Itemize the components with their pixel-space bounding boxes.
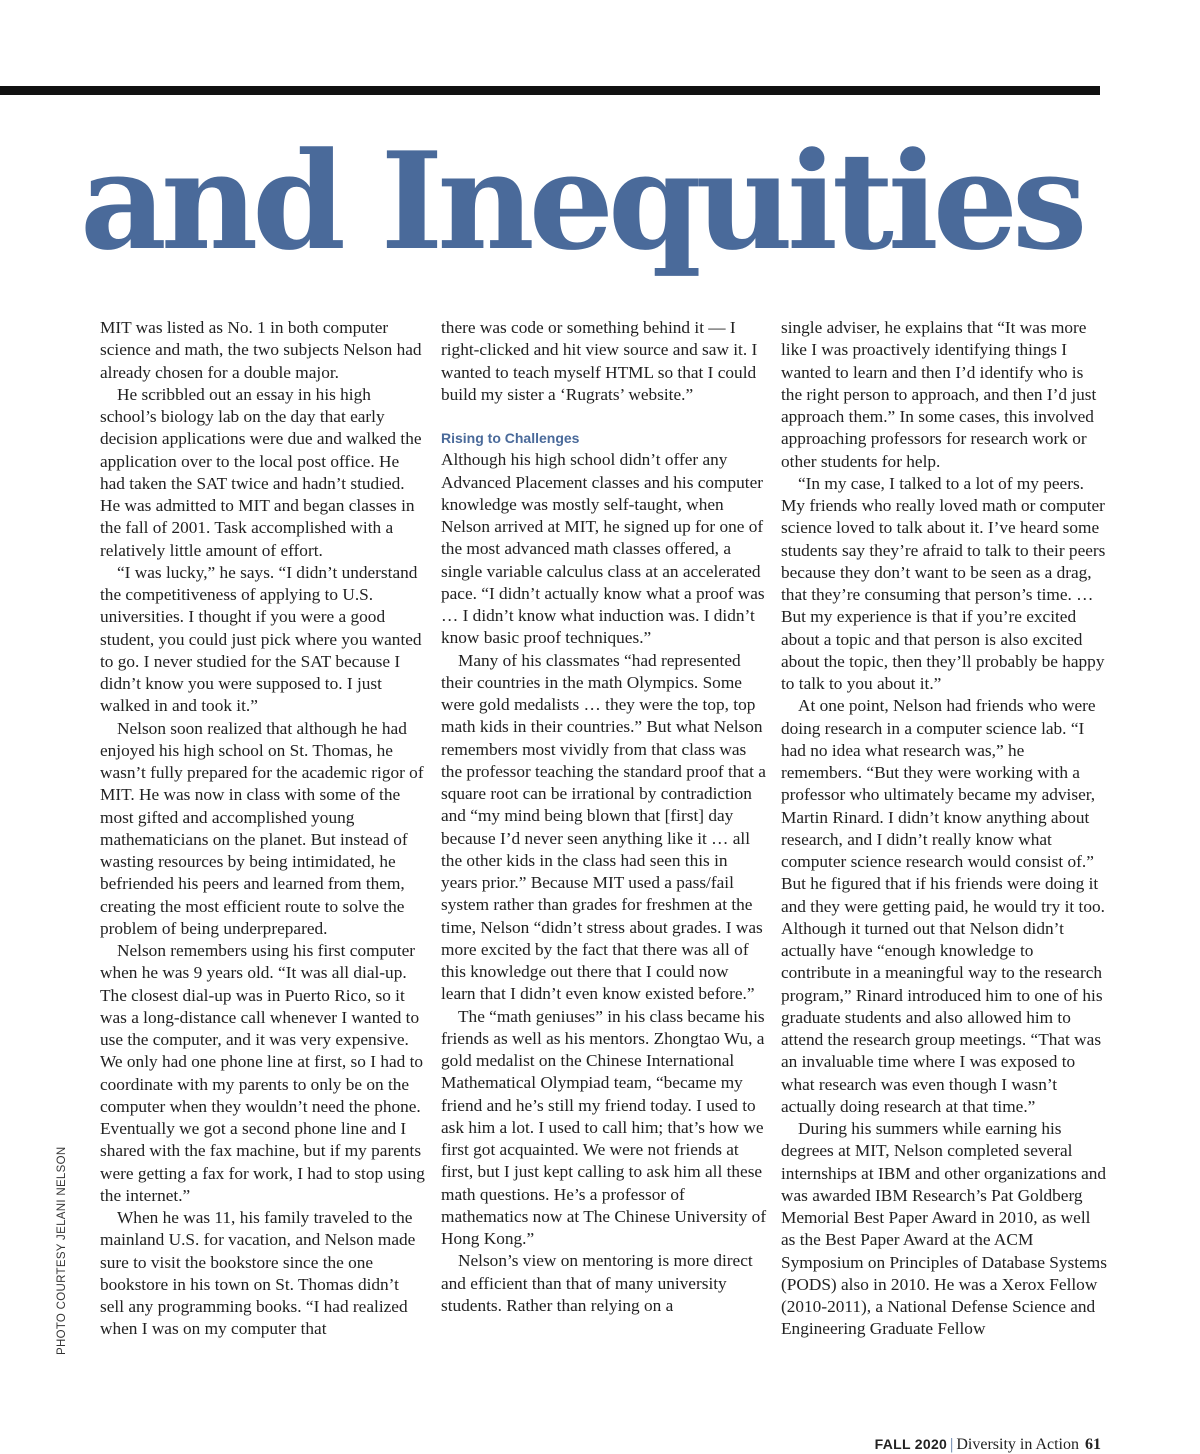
article-column-1 xyxy=(100,317,426,1341)
paragraph: Nelson remembers using his first computer when he was 9 years old. “It was all dial-up. The closest dial-up was in Puerto Rico, so it was a long-distance call whenever I wanted to use the computer, and it was very expensive. We only had one phone line at first, so I had to coordinate with my parents to only be on the computer when they wouldn’t need the phone. Eventually we got a second phone line and I shared with the fax machine, but if my parents were getting a fax for work, I had to stop using the internet.” xyxy=(100,941,425,1205)
folio-issue: FALL 2020 xyxy=(874,1436,948,1452)
paragraph: single adviser, he explains that “It was more like I was proactively identifying things I wanted to learn and then I’d identify who is the right person to approach, and then I’d just approach them.” In some cases, this involved approaching professors for research work or other students for help. xyxy=(781,318,1097,471)
folio-separator: | xyxy=(950,1436,954,1453)
section-heading: Rising to Challenges xyxy=(441,430,580,446)
paragraph: MIT was listed as No. 1 in both computer science and math, the two subjects Nelson had already chosen for a double major. xyxy=(100,318,422,382)
headline: and Inequities xyxy=(80,122,1082,280)
folio-publication: Diversity in Action xyxy=(956,1436,1079,1453)
paragraph: He scribbled out an essay in his high school’s biology lab on the day that early decision applications were due and walked the application over to the local post office. He had taken the SAT twice and hadn’t studied. He was admitted to MIT and began classes in the fall of 2001. Task accomplished with a relatively little amount of effort. xyxy=(100,384,422,560)
paragraph: During his summers while earning his degrees at MIT, Nelson completed several internships at IBM and other organizations and was awarded IBM Research’s Pat Goldberg Memorial Best Paper Award in 2010, as well as the Best Paper Award at the ACM Symposium on Principles of Database Systems (PODS) also in 2010. He was a Xerox Fellow (2010-2011), a National Defense Science and Engineering Graduate Fellow xyxy=(781,1119,1107,1339)
paragraph: Nelson’s view on mentoring is more direct and efficient than that of many university students. Rather than relying on a xyxy=(441,1251,753,1315)
folio xyxy=(875,1436,1101,1454)
paragraph: Nelson soon realized that although he had enjoyed his high school on St. Thomas, he wasn’t fully prepared for the academic rigor of MIT. He was now in class with some of the most gifted and accomplished young mathematicians on the planet. But instead of wasting resources by being intimidated, he befriended his peers and learned from them, creating the most efficient route to solve the problem of being underprepared. xyxy=(100,718,424,938)
paragraph: “In my case, I talked to a lot of my peers. My friends who really loved math or computer science loved to talk about it. I’ve heard some students say they’re afraid to talk to their peers because they don’t want to be seen as a drag, that they’re consuming that person’s time. … But my experience is that if you’re excited about a topic and that person is also excited about the topic, then they’ll probably be happy to talk to you about it.” xyxy=(781,473,1106,693)
article-column-3 xyxy=(781,317,1107,1341)
paragraph: Although his high school didn’t offer any Advanced Placement classes and his computer knowledge was mostly self-taught, when Nelson arrived at MIT, he signed up for one of the most advanced math classes offered, a single variable calculus class at an accelerated pace. “I didn’t actually know what a proof was … I didn’t know what induction was. I didn’t know basic proof techniques.” xyxy=(441,450,765,648)
top-rule xyxy=(0,86,1100,95)
paragraph: At one point, Nelson had friends who were doing research in a computer science lab. “I had no idea what research was,” he remembers. “But they were working with a professor who ultimately became my adviser, Martin Rinard. I didn’t know anything about research, and I didn’t really know what computer science research would consist of.” But he figured that if his friends were doing it and they were getting paid, he would try it too. Although it turned out that Nelson didn’t actually have “enough knowledge to contribute in a meaningful way to the research program,” Rinard introduced him to one of his graduate students and also allowed him to attend the research group meetings. “That was an invaluable time where I was exposed to what research was even though I wasn’t actually doing research at that time.” xyxy=(781,696,1105,1116)
paragraph: “I was lucky,” he says. “I didn’t understand the competitiveness of applying to U.S. universities. I thought if you were a good student, you could just pick where you wanted to go. I never studied for the SAT because I didn’t know you were supposed to. I just walked in and took it.” xyxy=(100,562,422,716)
photo-credit: PHOTO COURTESY JELANI NELSON xyxy=(56,1146,68,1355)
paragraph: Many of his classmates “had represented their countries in the math Olympics. Some were gold medalists … they were the top, top math kids in their countries.” But what Nelson remembers most vividly from that class was the professor teaching the standard proof that a square root can be irrational by contradiction and “my mind being blown that [first] day because I’d never seen anything like it … all the other kids in the class had seen this in years prior.” Because MIT used a pass/fail system rather than grades for freshmen at the time, Nelson “didn’t stress about grades. I was more excited by the fact that there was all of this knowledge out there that I could now learn that I didn’t even know existed before.” xyxy=(441,650,766,1004)
paragraph: When he was 11, his family traveled to the mainland U.S. for vacation, and Nelson made sure to visit the bookstore since the one bookstore in his town on St. Thomas didn’t sell any programming books. “I had realized when I was on my computer that xyxy=(100,1208,416,1339)
paragraph: The “math geniuses” in his class became his friends as well as his mentors. Zhongtao Wu, a gold medalist on the Chinese International Mathematical Olympiad team, “became my friend and he’s still my friend today. I used to ask him a lot. I used to call him; that’s how we first got acquainted. We were not friends at first, but I just kept calling to ask him all these math questions. He’s a professor of mathematics now at The Chinese University of Hong Kong.” xyxy=(441,1006,767,1248)
paragraph: there was code or something behind it — I right-clicked and hit view source and saw it. I wanted to teach myself HTML so that I could build my sister a ‘Rugrats’ website.” xyxy=(441,318,758,404)
article-column-2 xyxy=(441,317,767,1317)
page-number: 61 xyxy=(1085,1436,1101,1453)
